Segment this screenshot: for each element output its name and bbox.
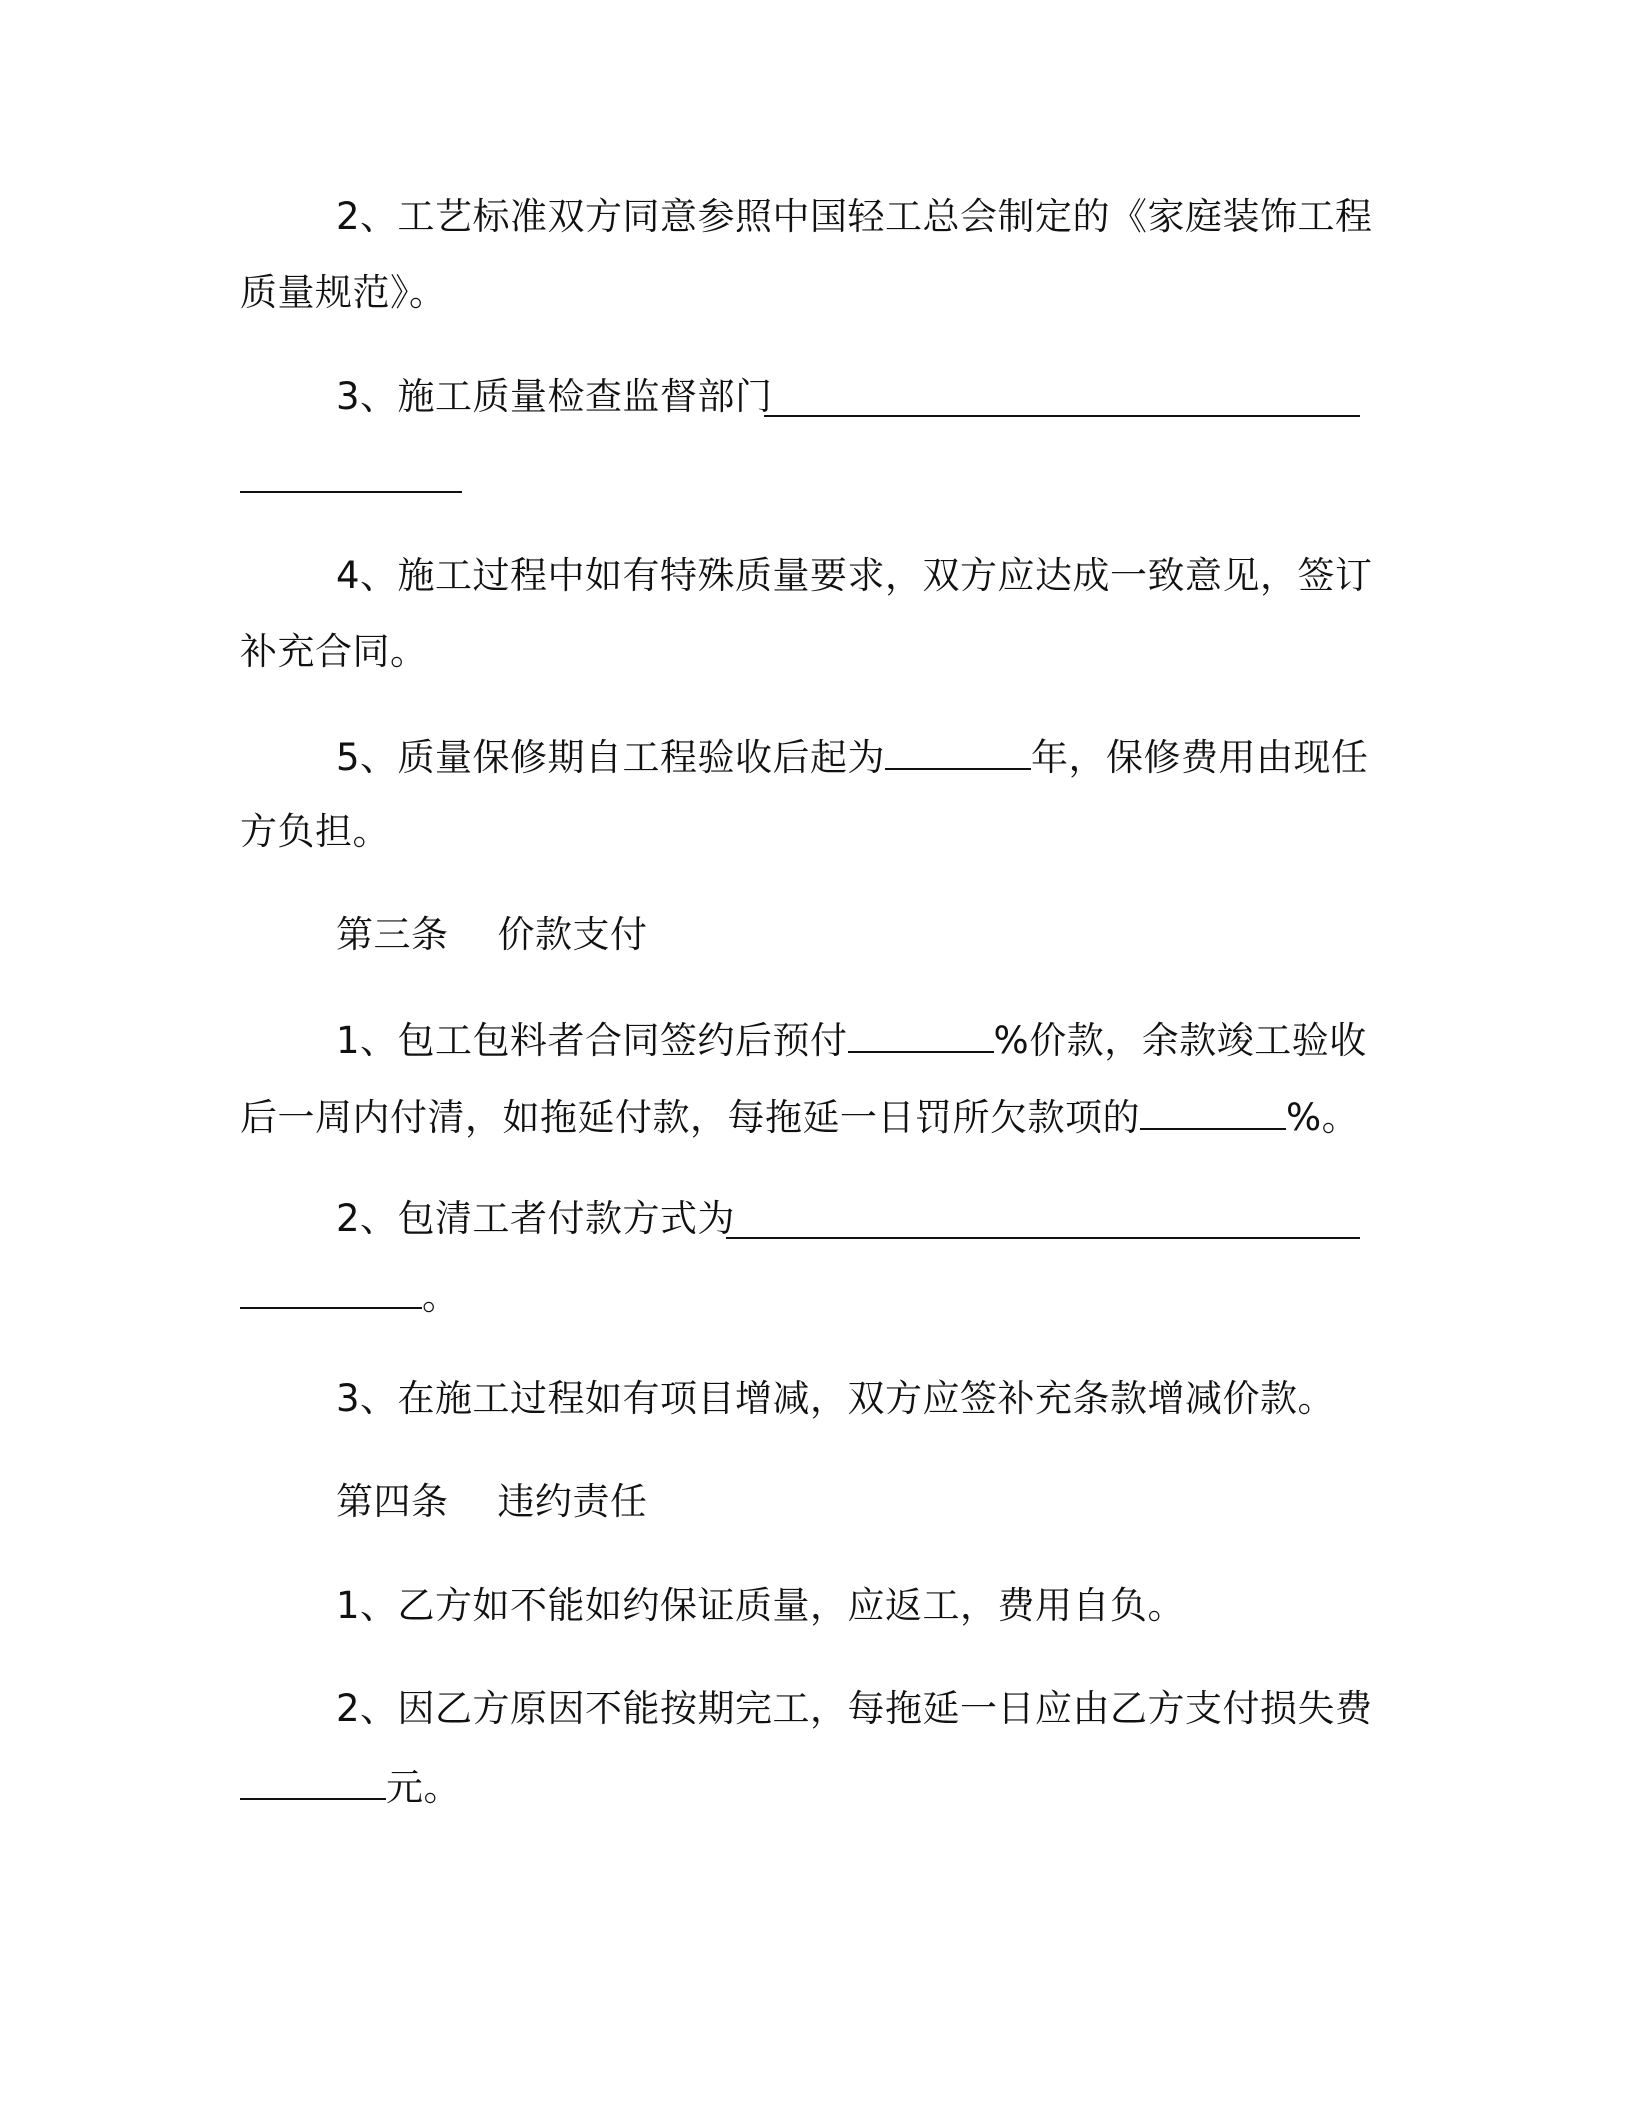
payment-1-line-2 (240, 1092, 1360, 1142)
payment-method-blank-1 (726, 1237, 1360, 1239)
article-4-heading (336, 1478, 1360, 1526)
clause-3-label: 3、施工质量检查监督部门 (336, 375, 773, 418)
clause-3-blank-1 (764, 415, 1360, 417)
article-3-heading-text: 第三条 价款支付 (336, 913, 648, 956)
clause-5-text-3: 方负担。 (240, 810, 390, 853)
clause-2-line-1 (336, 193, 1373, 241)
payment-2-label: 2、包清工者付款方式为 (336, 1197, 736, 1240)
clause-5-text-2: 年，保修费用由现任 (1031, 736, 1369, 779)
clause-2-text-2: 质量规范》。 (240, 271, 447, 314)
article-3-heading (336, 911, 1360, 959)
warranty-years-blank (885, 732, 1031, 770)
payment-3-line (336, 1375, 1360, 1423)
payment-1-text-2: %价款，余款竣工验收 (993, 1019, 1367, 1062)
payment-3-text: 3、在施工过程如有项目增减，双方应签补充条款增减价款。 (336, 1377, 1336, 1420)
payment-1-text-4: %。 (1286, 1096, 1360, 1139)
clause-5-line-1 (336, 732, 1369, 782)
liability-2-text-1: 2、因乙方原因不能按期完工，每拖延一日应由乙方支付损失费 (336, 1687, 1373, 1730)
clause-4-text-1: 4、施工过程中如有特殊质量要求，双方应达成一致意见，签订 (336, 554, 1373, 597)
penalty-percent-blank (1140, 1092, 1286, 1130)
liability-1-line (336, 1582, 1360, 1630)
clause-2-text-1: 2、工艺标准双方同意参照中国轻工总会制定的《家庭装饰工程 (336, 195, 1373, 238)
delay-fee-blank (240, 1762, 386, 1800)
clause-4-line-1 (336, 552, 1373, 600)
payment-2-tail: 。 (422, 1275, 460, 1318)
liability-2-line-2 (240, 1762, 1360, 1812)
payment-2-line-1 (336, 1195, 1360, 1243)
clause-3-blank-2 (240, 491, 462, 493)
prepay-percent-blank (848, 1015, 994, 1053)
liability-2-tail: 元。 (386, 1766, 461, 1809)
clause-4-line-2 (240, 628, 1360, 676)
liability-2-line-1 (336, 1685, 1373, 1733)
payment-method-blank-2 (240, 1271, 422, 1309)
payment-1-text-3: 后一周内付清，如拖延付款，每拖延一日罚所欠款项的 (240, 1096, 1140, 1139)
clause-3-line-1 (336, 373, 1360, 421)
clause-4-text-2: 补充合同。 (240, 630, 428, 673)
payment-1-line-1 (336, 1015, 1367, 1065)
clause-5-line-2 (240, 808, 1360, 856)
payment-2-line-2 (240, 1271, 1360, 1321)
liability-1-text: 1、乙方如不能如约保证质量，应返工，费用自负。 (336, 1584, 1186, 1627)
clause-2-line-2 (240, 269, 1360, 317)
payment-1-text-1: 1、包工包料者合同签约后预付 (336, 1019, 848, 1062)
clause-5-text-1: 5、质量保修期自工程验收后起为 (336, 736, 886, 779)
article-4-heading-text: 第四条 违约责任 (336, 1480, 648, 1523)
